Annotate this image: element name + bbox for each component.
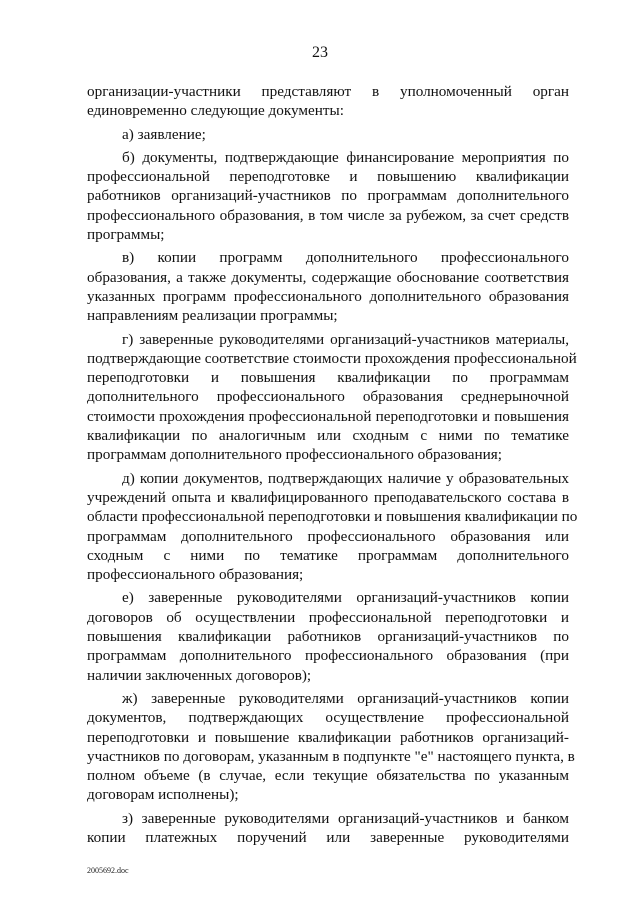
text-line: единовременно следующие документы: [87, 102, 344, 120]
text-line: е) заверенные руководителями организаций-участников копии [122, 589, 569, 607]
text-line: наличии заключенных договоров); [87, 666, 312, 684]
text-line: г) заверенные руководителями организаций-участников материалы, [122, 330, 569, 348]
document-body [87, 82, 578, 847]
text-line: программам дополнительного профессионального образования или [87, 527, 569, 545]
text-line: договоров об осуществлении профессиональной переподготовки и [87, 608, 569, 626]
paragraph [87, 248, 569, 325]
text-line: профессиональной переподготовке и повышению квалификации [87, 168, 569, 186]
paragraph [87, 82, 569, 121]
text-line: дополнительного профессионального образования среднерыночной [87, 388, 569, 406]
page-number: 23 [312, 44, 328, 61]
text-line: области профессиональной переподготовки и повышения квалификации по [87, 508, 578, 526]
text-line: полном объеме (в случае, если текущие обязательства по указанным [87, 767, 569, 785]
text-line: а) заявление; [122, 125, 206, 143]
text-line: договорам исполнены); [87, 786, 239, 804]
footer-filename: 2005692.doc [87, 866, 129, 875]
text-line: документов, подтверждающих осуществление профессиональной [87, 709, 569, 727]
text-line: организации-участники представляют в уполномоченный орган [87, 83, 569, 100]
paragraph [87, 588, 569, 684]
paragraph [87, 148, 569, 244]
text-line: квалификации по аналогичным или сходным с ними по тематике [87, 427, 569, 445]
text-line: стоимости прохождения профессиональной переподготовки и повышения [87, 407, 569, 425]
text-line: в) копии программ дополнительного профессионального [122, 249, 569, 267]
text-line: сходным с ними по тематике программам дополнительного [87, 546, 569, 564]
text-line: участников по договорам, указанным в подпункте "е" настоящего пункта, в [87, 747, 575, 765]
text-line: переподготовки и повышение квалификации работников организаций- [87, 728, 569, 746]
text-line: копии платежных поручений или заверенные руководителями [87, 828, 569, 846]
text-line: программам дополнительного профессионального образования (при [87, 647, 569, 665]
text-line: з) заверенные руководителями организаций-участников и банком [122, 809, 569, 827]
text-line: профессионального образования; [87, 566, 304, 584]
text-line: работников организаций-участников по программам дополнительного [87, 187, 569, 205]
text-line: направлениям реализации программы; [87, 307, 338, 325]
paragraph [87, 809, 569, 848]
paragraph [87, 330, 577, 465]
paragraph [87, 689, 575, 805]
text-line: образования, а также документы, содержащие обоснование соответствия [87, 268, 569, 286]
text-line: программы; [87, 226, 165, 244]
text-line: подтверждающие соответствие стоимости прохождения профессиональной [87, 349, 577, 367]
text-line: программам дополнительного профессионального образования; [87, 446, 502, 464]
text-line: ж) заверенные руководителями организаций-участников копии [122, 689, 569, 707]
text-line: б) документы, подтверждающие финансирование мероприятия по [122, 148, 569, 166]
text-line: д) копии документов, подтверждающих наличие у образовательных [122, 469, 569, 487]
paragraph [87, 125, 569, 144]
text-line: учреждений опыта и квалифицированного преподавательского состава в [87, 488, 569, 506]
text-line: профессионального образования, в том числе за рубежом, за счет средств [87, 206, 569, 224]
text-line: повышения квалификации работников организаций-участников по [87, 628, 569, 646]
text-line: указанных программ профессионального дополнительного образования [87, 287, 569, 305]
paragraph [87, 469, 578, 585]
text-line: переподготовки и повышения квалификации по программам [87, 369, 569, 387]
